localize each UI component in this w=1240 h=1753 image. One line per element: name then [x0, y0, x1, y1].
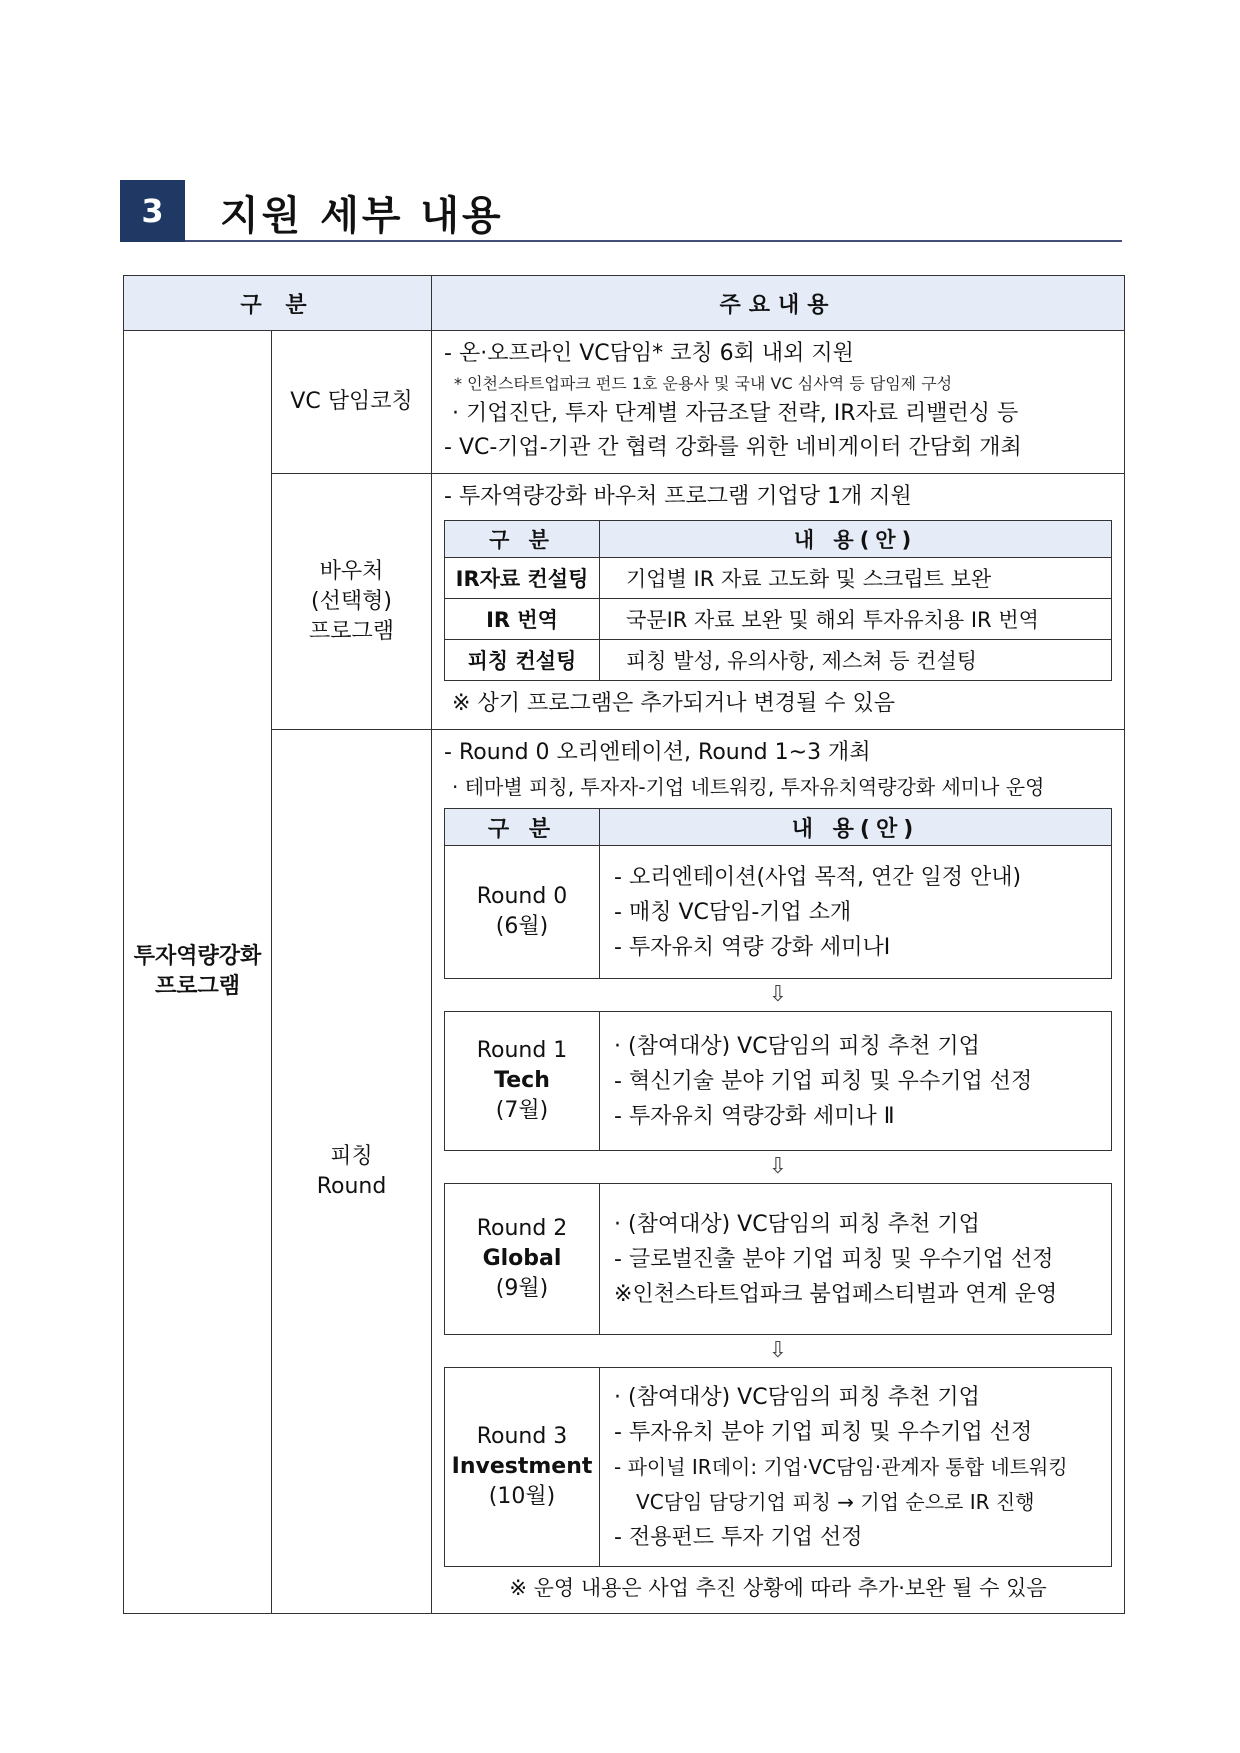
table-row	[445, 1184, 1112, 1335]
down-arrow-icon: ⇩	[768, 1154, 788, 1179]
pitching-label	[272, 730, 432, 1614]
round-1-content	[600, 1012, 1112, 1151]
voucher-item-name: IR 번역	[445, 599, 600, 640]
voucher-intro: - 투자역량강화 바우처 프로그램 기업당 1개 지원	[444, 484, 912, 509]
voucher-item-desc: 국문IR 자료 보완 및 해외 투자유치용 IR 번역	[600, 599, 1112, 640]
voucher-table	[444, 520, 1112, 681]
round-1-label	[445, 1012, 600, 1151]
round-theme: Tech	[494, 1068, 550, 1093]
section-title: 지원 세부 내용	[220, 193, 504, 239]
round-line: · (참여대상) VC담임의 피칭 추천 기업	[614, 1033, 980, 1059]
round-table-header-content: 내 용(안)	[600, 809, 1112, 846]
round-name: Round 2	[476, 1216, 568, 1241]
round-line: - 투자유치 분야 기업 피칭 및 우수기업 선정	[614, 1419, 1033, 1445]
vc-line: · 기업진단, 투자 단계별 자금조달 전략, IR자료 리밸런싱 등	[452, 401, 1019, 426]
round-line: · (참여대상) VC담임의 피칭 추천 기업	[614, 1384, 980, 1410]
round-theme: Global	[482, 1246, 562, 1271]
down-arrow-icon: ⇩	[768, 982, 788, 1007]
round-line: · (참여대상) VC담임의 피칭 추천 기업	[614, 1211, 980, 1237]
voucher-table-header-content: 내 용(안)	[600, 521, 1112, 558]
round-0-content	[600, 846, 1112, 979]
pitching-intro-sub: · 테마별 피칭, 투자자-기업 네트워킹, 투자유치역량강화 세미나 운영	[452, 775, 1045, 799]
voucher-table-header-category: 구 분	[445, 521, 600, 558]
pitching-intro: - Round 0 오리엔테이션, Round 1~3 개최	[444, 740, 871, 765]
vc-coaching-content	[432, 331, 1125, 474]
voucher-item-name: IR자료 컨설팅	[445, 558, 600, 599]
voucher-label-line1: 바우처	[319, 558, 384, 584]
section-number: 3	[120, 180, 185, 242]
pitching-note: ※ 운영 내용은 사업 추진 상황에 따라 추가·보완 될 수 있음	[509, 1576, 1047, 1600]
round-2-content	[600, 1184, 1112, 1335]
pitching-content	[432, 730, 1125, 1614]
voucher-label-line2: (선택형)	[311, 588, 392, 614]
round-3-content	[600, 1368, 1112, 1567]
round-0-label	[445, 846, 600, 979]
round-line: - 투자유치 역량 강화 세미나Ⅰ	[614, 934, 891, 960]
round-line: - 글로벌진출 분야 기업 피칭 및 우수기업 선정	[614, 1246, 1054, 1272]
vc-footnote: * 인천스타트업파크 펀드 1호 운용사 및 국내 VC 심사역 등 담임제 구성	[454, 374, 953, 393]
pitching-label-line1: 피칭	[330, 1143, 373, 1169]
round-line: ※인천스타트업파크 붐업페스티벌과 연계 운영	[614, 1281, 1058, 1307]
voucher-item-desc: 피칭 발성, 유의사항, 제스쳐 등 컨설팅	[600, 640, 1112, 681]
round-month: (9월)	[495, 1276, 549, 1301]
program-category	[124, 331, 272, 1614]
voucher-note: ※ 상기 프로그램은 추가되거나 변경될 수 있음	[452, 691, 895, 716]
round-month: (6월)	[495, 914, 549, 939]
table-row	[445, 599, 1112, 640]
round-month: (7월)	[495, 1098, 549, 1123]
round-line: - 전용펀드 투자 기업 선정	[614, 1524, 863, 1550]
program-name-line2: 프로그램	[154, 974, 240, 999]
voucher-item-name: 피칭 컨설팅	[445, 640, 600, 681]
round-line: - 파이널 IR데이: 기업·VC담임·관계자 통합 네트워킹	[614, 1454, 1068, 1479]
header-category: 구 분	[124, 276, 432, 331]
round-name: Round 3	[476, 1424, 568, 1449]
vc-line: - VC-기업-기관 간 협력 강화를 위한 네비게이터 간담회 개최	[444, 435, 1022, 460]
round-table	[444, 808, 1112, 1567]
round-month: (10월)	[488, 1484, 556, 1509]
round-line: - 매칭 VC담임-기업 소개	[614, 899, 852, 925]
section-header	[120, 180, 1122, 242]
voucher-item-desc: 기업별 IR 자료 고도화 및 스크립트 보완	[600, 558, 1112, 599]
round-3-label	[445, 1368, 600, 1567]
table-row	[445, 1012, 1112, 1151]
program-name-line1: 투자역량강화	[133, 944, 262, 969]
support-detail-table	[123, 275, 1125, 1614]
pitching-label-line2: Round	[316, 1173, 387, 1199]
table-row	[445, 1368, 1112, 1567]
round-line: - 투자유치 역량강화 세미나 Ⅱ	[614, 1103, 895, 1129]
vc-coaching-label: VC 담임코칭	[272, 331, 432, 474]
table-row	[445, 640, 1112, 681]
round-name: Round 1	[476, 1038, 568, 1063]
round-2-label	[445, 1184, 600, 1335]
round-table-header-category: 구 분	[445, 809, 600, 846]
section-underline	[185, 240, 1122, 242]
round-line: - 오리엔테이션(사업 목적, 연간 일정 안내)	[614, 864, 1022, 890]
down-arrow-icon: ⇩	[768, 1338, 788, 1363]
header-content: 주요내용	[432, 276, 1125, 331]
round-line: VC담임 담당기업 피칭 → 기업 순으로 IR 진행	[636, 1489, 1035, 1514]
voucher-label	[272, 474, 432, 730]
round-theme: Investment	[451, 1454, 593, 1479]
table-row	[445, 558, 1112, 599]
voucher-label-line3: 프로그램	[309, 618, 395, 644]
round-name: Round 0	[476, 884, 568, 909]
voucher-content	[432, 474, 1125, 730]
table-row	[445, 846, 1112, 979]
round-line: - 혁신기술 분야 기업 피칭 및 우수기업 선정	[614, 1068, 1033, 1094]
vc-line: - 온·오프라인 VC담임* 코칭 6회 내외 지원	[444, 341, 854, 366]
